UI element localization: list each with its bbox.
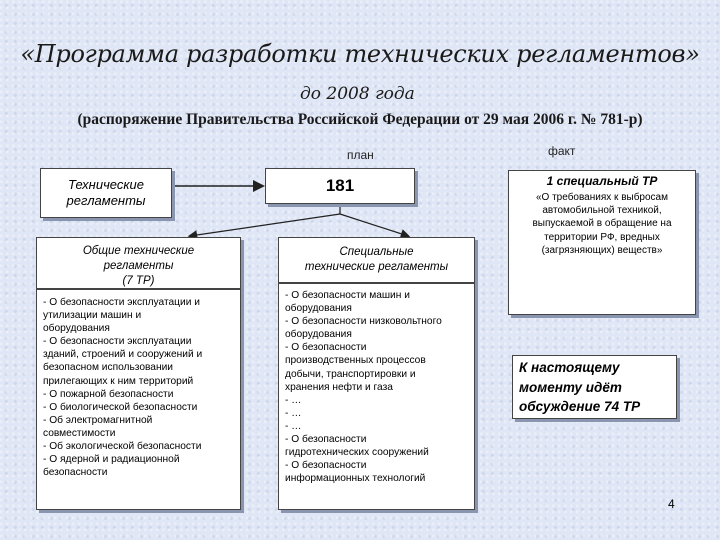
list-item: - … [285,407,302,419]
fact-title: 1 специальный ТР [546,174,658,188]
general-regulations-list [36,289,241,510]
list-item: зданий, строений и сооружений и [43,349,203,361]
slide-title: «Программа разработки технических регламентов» [20,40,700,68]
fact-description [513,191,691,257]
special-regulations-header [278,237,475,283]
special-title-line: технические регламенты [304,261,449,273]
arrow-to-general [190,214,340,236]
list-item: - О безопасности [285,460,367,472]
list-item: - О безопасности [285,342,367,354]
status-line: моменту идёт [519,379,622,395]
list-item: - … [285,394,302,406]
plan-count-box [265,168,415,204]
tech-regulations-label: Технические регламенты [66,177,146,208]
general-regulations-header [36,237,241,289]
list-item: - О безопасности эксплуатации [43,336,192,348]
list-item: - О безопасности машин и [285,290,410,301]
special-title-line: Специальные [339,246,414,258]
list-item: оборудования [285,329,352,341]
general-title-line: регламенты [103,260,174,272]
list-item: гидротехнических сооружений [285,447,429,459]
slide-subtitle: до 2008 года [300,84,415,104]
list-item: безопасности [43,467,108,479]
list-item: производственных процессов [285,355,426,367]
list-item: - … [285,420,302,432]
list-item: оборудования [43,323,110,335]
list-item: прилегающих к ним территорий [43,375,194,387]
list-item: - Об экологической безопасности [43,441,202,453]
arrow-to-special [340,214,408,236]
general-title-line: Общие технические [82,245,195,257]
fact-box [508,170,696,315]
list-item: утилизации машин и [43,310,142,322]
list-item: оборудования [285,303,352,315]
list-item: информационных технологий [285,473,426,485]
fact-text-line: (загрязняющих) веществ» [541,244,663,256]
tech-regulations-box [40,168,172,218]
special-regulations-list [278,283,475,510]
list-item: безопасном использовании [43,362,173,374]
fact-label: факт [548,144,576,158]
list-item: добычи, транспортировки и [285,368,416,380]
status-line: К настоящему [519,360,620,375]
page-number: 4 [668,497,675,511]
fact-text-line: выпускаемой в обращение на [532,218,672,230]
list-item: - О безопасности низковольтного [285,316,442,328]
plan-count: 181 [325,176,355,195]
fact-text-line: «О требованиях к выбросам [535,192,668,203]
list-item: хранения нефти и газа [285,381,393,393]
plan-label: план [347,148,374,162]
fact-text-line: территории РФ, вредных [544,231,660,243]
general-count: (7 ТР) [122,275,155,287]
decree-reference: (распоряжение Правительства Российской Федерации от 29 мая 2006 г. № 781-р) [77,111,643,128]
list-item: - О пожарной безопасности [43,388,174,400]
current-status-box [512,355,677,419]
list-item: - О ядерной и радиационной [43,454,180,466]
list-item: - О безопасности [285,434,367,446]
list-item: - О биологической безопасности [43,401,198,413]
list-item: - О безопасности эксплуатации и [43,297,200,308]
fact-text-line: автомобильной техникой, [542,205,662,217]
list-item: совместимости [43,427,116,439]
status-line: обсуждение 74 ТР [519,399,641,414]
list-item: - Об электромагнитной [43,414,153,426]
